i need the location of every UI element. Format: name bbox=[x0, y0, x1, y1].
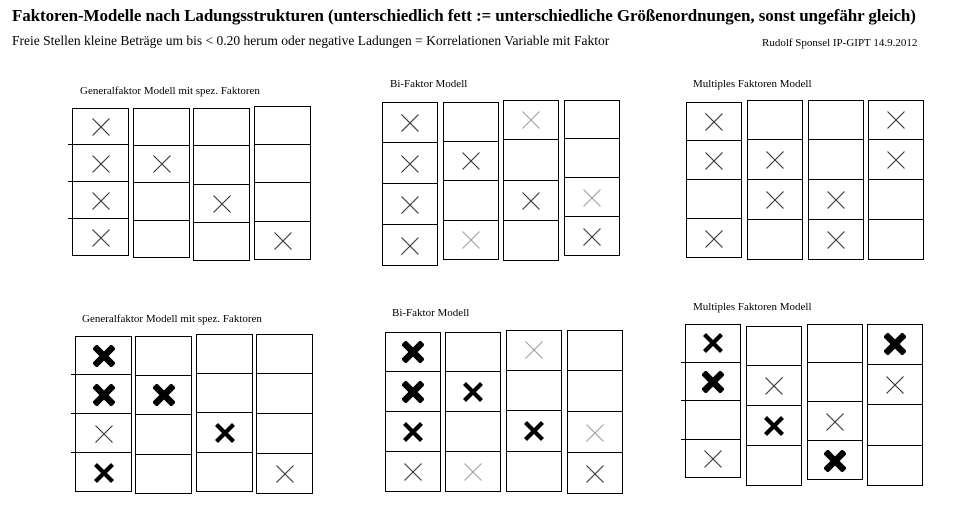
model-label-bifactor-top: Bi-Faktor Modell bbox=[390, 78, 468, 90]
row-divider bbox=[256, 373, 313, 374]
loading-mark-bold bbox=[524, 421, 544, 446]
loading-mark-thin bbox=[94, 424, 114, 449]
row-divider bbox=[254, 144, 311, 145]
row-divider bbox=[506, 410, 562, 411]
loading-mark-heavy bbox=[93, 384, 115, 411]
row-divider bbox=[867, 364, 923, 365]
row-divider bbox=[807, 440, 863, 441]
loading-mark-thin bbox=[91, 191, 111, 216]
loading-mark-thin bbox=[703, 449, 723, 474]
row-divider bbox=[567, 370, 623, 371]
row-divider bbox=[503, 220, 559, 221]
row-divider bbox=[503, 139, 559, 140]
row-divider bbox=[254, 221, 311, 222]
row-divider bbox=[382, 183, 438, 184]
row-divider bbox=[564, 138, 620, 139]
row-divider bbox=[746, 405, 802, 406]
row-divider bbox=[196, 412, 253, 413]
model-label-multiple-top: Multiples Faktoren Modell bbox=[693, 78, 812, 90]
row-divider bbox=[256, 453, 313, 454]
row-divider bbox=[503, 180, 559, 181]
loading-mark-thin bbox=[886, 110, 906, 135]
loading-mark-thin bbox=[886, 150, 906, 175]
author-credit: Rudolf Sponsel IP-GIPT 14.9.2012 bbox=[762, 37, 918, 49]
row-divider bbox=[808, 139, 864, 140]
row-divider bbox=[868, 179, 924, 180]
row-divider bbox=[807, 401, 863, 402]
loading-mark-faint bbox=[521, 110, 541, 135]
row-divider bbox=[254, 182, 311, 183]
row-divider bbox=[68, 218, 129, 219]
model-label-general-top: Generalfaktor Modell mit spez. Faktoren bbox=[80, 85, 260, 97]
row-divider bbox=[135, 414, 192, 415]
row-divider bbox=[445, 371, 501, 372]
row-divider bbox=[747, 179, 803, 180]
diagram-subtitle: Freie Stellen kleine Beträge um bis < 0.20 herum oder negative Ladungen = Korrelationen Variable mit Faktor bbox=[12, 33, 610, 48]
row-divider bbox=[382, 224, 438, 225]
row-divider bbox=[746, 445, 802, 446]
row-divider bbox=[68, 144, 129, 145]
row-divider bbox=[196, 452, 253, 453]
loading-mark-faint bbox=[463, 462, 483, 487]
row-divider bbox=[445, 451, 501, 452]
row-divider bbox=[135, 375, 192, 376]
loading-mark-thin bbox=[400, 113, 420, 138]
loading-mark-thin bbox=[521, 191, 541, 216]
row-divider bbox=[133, 182, 190, 183]
row-divider bbox=[443, 141, 499, 142]
row-divider bbox=[867, 404, 923, 405]
diagram-title: Faktoren-Modelle nach Ladungsstrukturen (unterschiedlich fett := unterschiedliche Größenordnungen, sonst ungefähr gleich) bbox=[12, 6, 916, 25]
row-divider bbox=[808, 219, 864, 220]
loading-mark-thin bbox=[400, 195, 420, 220]
row-divider bbox=[686, 218, 742, 219]
loading-mark-thin bbox=[826, 230, 846, 255]
loading-mark-thin bbox=[826, 190, 846, 215]
row-divider bbox=[867, 445, 923, 446]
loading-mark-thin bbox=[704, 229, 724, 254]
loading-mark-bold bbox=[703, 333, 723, 358]
row-divider bbox=[686, 179, 742, 180]
loading-mark-faint bbox=[585, 423, 605, 448]
row-divider bbox=[681, 439, 741, 440]
loading-mark-heavy bbox=[153, 384, 175, 411]
row-divider bbox=[193, 222, 250, 223]
loading-mark-faint bbox=[524, 340, 544, 365]
row-divider bbox=[868, 219, 924, 220]
row-divider bbox=[681, 400, 741, 401]
loading-mark-thin bbox=[403, 462, 423, 487]
loading-mark-thin bbox=[704, 112, 724, 137]
row-divider bbox=[564, 216, 620, 217]
loading-mark-faint bbox=[461, 230, 481, 255]
loading-mark-bold bbox=[403, 422, 423, 447]
loading-mark-thin bbox=[765, 150, 785, 175]
row-divider bbox=[443, 180, 499, 181]
row-divider bbox=[193, 145, 250, 146]
row-divider bbox=[193, 184, 250, 185]
row-divider bbox=[71, 452, 132, 453]
loading-mark-thin bbox=[585, 464, 605, 489]
loading-mark-faint bbox=[582, 188, 602, 213]
loading-mark-thin bbox=[765, 190, 785, 215]
loading-mark-heavy bbox=[702, 371, 724, 398]
row-divider bbox=[71, 413, 132, 414]
loading-mark-thin bbox=[91, 117, 111, 142]
row-divider bbox=[681, 362, 741, 363]
loading-mark-thin bbox=[704, 151, 724, 176]
row-divider bbox=[445, 411, 501, 412]
row-divider bbox=[506, 370, 562, 371]
row-divider bbox=[564, 177, 620, 178]
model-label-multiple-bottom: Multiples Faktoren Modell bbox=[693, 301, 812, 313]
loading-mark-thin bbox=[461, 151, 481, 176]
row-divider bbox=[385, 451, 441, 452]
row-divider bbox=[385, 371, 441, 372]
loading-mark-thin bbox=[91, 154, 111, 179]
row-divider bbox=[443, 220, 499, 221]
model-label-general-bottom: Generalfaktor Modell mit spez. Faktoren bbox=[82, 313, 262, 325]
loading-mark-heavy bbox=[824, 450, 846, 477]
loading-mark-heavy bbox=[402, 381, 424, 408]
row-divider bbox=[506, 451, 562, 452]
row-divider bbox=[686, 140, 742, 141]
loading-mark-thin bbox=[91, 228, 111, 253]
row-divider bbox=[71, 374, 132, 375]
model-label-bifactor-bottom: Bi-Faktor Modell bbox=[392, 307, 470, 319]
loading-mark-heavy bbox=[93, 345, 115, 372]
row-divider bbox=[747, 219, 803, 220]
loading-mark-thin bbox=[152, 154, 172, 179]
loading-mark-thin bbox=[400, 236, 420, 261]
row-divider bbox=[196, 373, 253, 374]
row-divider bbox=[133, 145, 190, 146]
loading-mark-thin bbox=[825, 412, 845, 437]
loading-mark-thin bbox=[212, 194, 232, 219]
row-divider bbox=[746, 365, 802, 366]
loading-mark-thin bbox=[275, 464, 295, 489]
loading-mark-thin bbox=[400, 154, 420, 179]
row-divider bbox=[868, 139, 924, 140]
loading-mark-thin bbox=[582, 227, 602, 252]
row-divider bbox=[133, 220, 190, 221]
row-divider bbox=[567, 411, 623, 412]
row-divider bbox=[135, 454, 192, 455]
loading-mark-thin bbox=[273, 231, 293, 256]
row-divider bbox=[567, 452, 623, 453]
loading-mark-bold bbox=[94, 463, 114, 488]
loading-mark-heavy bbox=[402, 341, 424, 368]
row-divider bbox=[807, 362, 863, 363]
loading-mark-bold bbox=[215, 423, 235, 448]
row-divider bbox=[385, 411, 441, 412]
loading-mark-bold bbox=[764, 416, 784, 441]
row-divider bbox=[747, 139, 803, 140]
row-divider bbox=[256, 413, 313, 414]
row-divider bbox=[808, 179, 864, 180]
row-divider bbox=[382, 142, 438, 143]
loading-mark-heavy bbox=[884, 333, 906, 360]
loading-mark-thin bbox=[764, 376, 784, 401]
loading-mark-thin bbox=[885, 375, 905, 400]
row-divider bbox=[68, 181, 129, 182]
loading-mark-bold bbox=[463, 382, 483, 407]
